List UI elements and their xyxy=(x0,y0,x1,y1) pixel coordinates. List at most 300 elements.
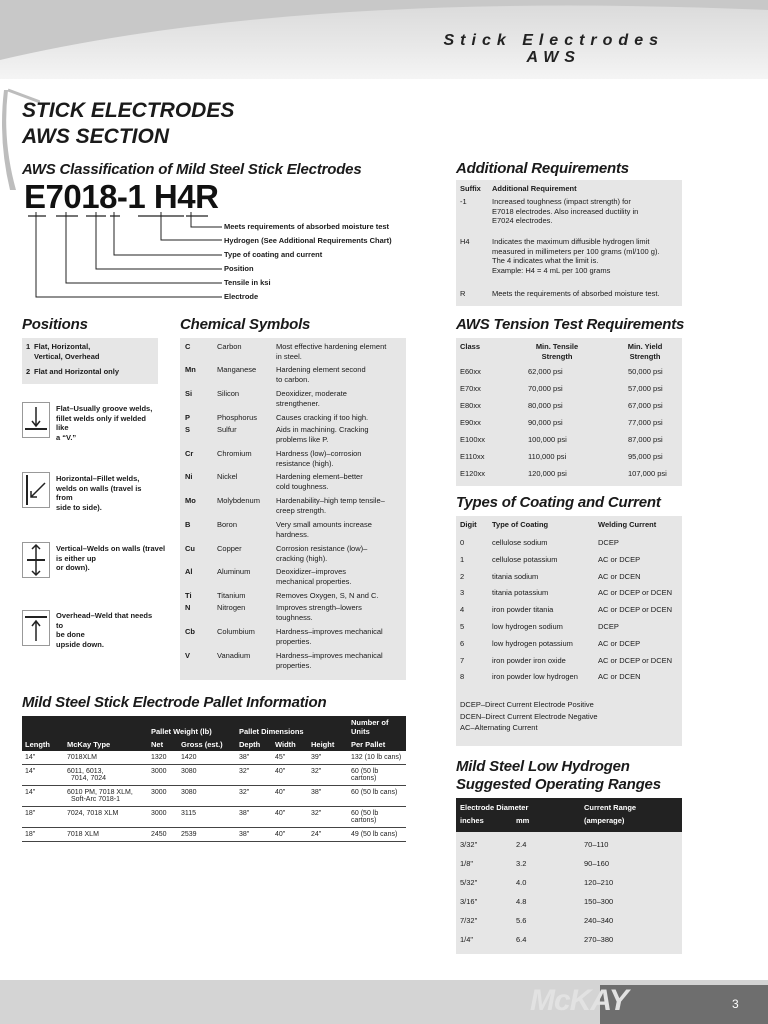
additional-suffix: R xyxy=(460,289,466,298)
chemical-description-line1: Improves strength–lowers xyxy=(276,603,362,612)
tension-class: E70xx xyxy=(460,384,481,393)
coating-note: AC–Alternating Current xyxy=(460,723,538,732)
pallet-rows xyxy=(22,751,406,842)
pallet-length: 18" xyxy=(22,828,64,842)
chemical-description-line2: in steel. xyxy=(276,351,302,361)
pallet-length: 14" xyxy=(22,765,64,786)
coating-digit: 0 xyxy=(460,538,465,547)
positions-heading: Positions xyxy=(22,316,88,333)
section-title-line1: STICK ELECTRODES xyxy=(22,99,235,122)
pallet-row xyxy=(22,828,406,842)
coating-type: low hydrogen potassium xyxy=(492,638,573,648)
tension-tensile: 80,000 psi xyxy=(528,401,563,410)
additional-requirement xyxy=(492,237,680,275)
additional-suffix: -1 xyxy=(460,197,467,206)
lowhyd-hdr-range: Current Range xyxy=(584,803,637,812)
lowhyd-range: 70–110 xyxy=(584,840,609,849)
tension-col-tensile-line2: Strength xyxy=(541,351,573,361)
coating-digit: 7 xyxy=(460,655,465,665)
chemical-name: Columbium xyxy=(217,627,255,636)
coating-type: iron powder titania xyxy=(492,605,554,615)
lowhyd-mm: 2.4 xyxy=(516,840,527,849)
pallet-height: 32" xyxy=(308,807,348,828)
pallet-units: 60 (50 lb cartons) xyxy=(348,765,406,786)
section-title-line2: AWS SECTION xyxy=(22,125,170,148)
pallet-type-line1: 7018 XLM xyxy=(67,831,99,838)
lowhyd-heading xyxy=(456,758,661,794)
pallet-type-line1: 7024, 7018 XLM xyxy=(67,810,119,817)
pallet-hdr-gross: Gross (est.) xyxy=(178,738,236,751)
chemical-description xyxy=(276,413,404,423)
pallet-gross: 3080 xyxy=(178,786,236,807)
coating-type: iron powder low hydrogen xyxy=(492,672,578,682)
tension-tensile: 70,000 psi xyxy=(528,384,563,393)
pallet-row xyxy=(22,807,406,828)
tension-tensile: 90,000 psi xyxy=(528,418,563,427)
coating-digit: 3 xyxy=(460,588,465,598)
coating-digit: 6 xyxy=(460,638,465,648)
tension-yield: 77,000 psi xyxy=(628,418,663,427)
pallet-type xyxy=(64,828,148,842)
pallet-length: 18" xyxy=(22,807,64,828)
coating-col-type: Type of Coating xyxy=(492,520,549,529)
pallet-type xyxy=(64,807,148,828)
chemical-description xyxy=(276,603,404,622)
annotation-moisture: Meets requirements of absorbed moisture test xyxy=(224,222,390,231)
coating-current: AC or DCEN xyxy=(598,571,641,581)
chemical-description-line2: creep strength. xyxy=(276,505,327,515)
chemical-name: Nitrogen xyxy=(217,603,246,612)
chemical-symbol: Cr xyxy=(185,449,194,458)
chemical-description-line1: Deoxidizer–improves xyxy=(276,567,347,576)
chemical-symbol: S xyxy=(185,425,191,434)
pallet-net: 2450 xyxy=(148,828,178,842)
chemical-description-line1: Hardness–improves mechanical xyxy=(276,651,383,660)
page-number: 3 xyxy=(732,997,739,1011)
flat-weld-icon xyxy=(22,402,50,438)
chemical-description-line2: hardness. xyxy=(276,529,309,539)
coating-panel xyxy=(456,516,682,746)
position-desc-line: a “V.” xyxy=(56,432,77,442)
lowhyd-mm: 4.8 xyxy=(516,897,527,906)
pallet-row xyxy=(22,786,406,807)
coating-current: AC or DCEP or DCEN xyxy=(598,605,673,615)
position-text: Flat and Horizontal only xyxy=(34,367,120,376)
pallet-hdr-length: Length xyxy=(22,738,64,751)
chemical-description-line2: strengthener. xyxy=(276,398,320,408)
chemical-name: Nickel xyxy=(217,472,238,481)
chemical-description xyxy=(276,472,404,491)
chemical-description-line1: Hardness (low)–corrosion xyxy=(276,449,362,458)
pallet-hdr-units: Number of Units xyxy=(348,716,406,738)
chemical-symbol: Ni xyxy=(185,472,193,481)
position-desc-line: Flat–Usually groove welds, xyxy=(56,404,153,413)
pallet-type-line2: 7014, 7024 xyxy=(71,775,107,782)
position-desc-line: Overhead–Weld that needs to xyxy=(56,611,153,630)
additional-requirement: Meets the requirements of absorbed moisture test. xyxy=(492,289,660,298)
chemical-name: Silicon xyxy=(217,389,240,398)
pallet-net: 3000 xyxy=(148,807,178,828)
pallet-width: 40" xyxy=(272,807,308,828)
coating-digit: 5 xyxy=(460,622,465,631)
lowhyd-header xyxy=(456,798,682,832)
additional-suffix: H4 xyxy=(460,237,470,246)
lowhyd-hdr-inches: inches xyxy=(460,816,484,825)
vertical-weld-icon xyxy=(22,542,50,578)
tension-yield: 107,000 psi xyxy=(628,469,667,478)
pallet-depth: 38" xyxy=(236,828,272,842)
coating-type: iron powder iron oxide xyxy=(492,655,566,665)
annotation-tensile: Tensile in ksi xyxy=(224,278,271,287)
position-num: 1 xyxy=(26,342,31,351)
additional-line: The 4 indicates what the limit is. xyxy=(492,256,599,265)
tension-yield: 57,000 psi xyxy=(628,384,663,393)
position-overhead-desc xyxy=(56,611,160,649)
chemical-description-line2: to carbon. xyxy=(276,374,310,384)
position-num: 2 xyxy=(26,367,31,376)
pallet-height: 32" xyxy=(308,765,348,786)
pallet-table xyxy=(22,716,406,842)
pallet-hdr-weight: Pallet Weight (lb) xyxy=(148,716,236,738)
pallet-height: 24" xyxy=(308,828,348,842)
coating-type: low hydrogen sodium xyxy=(492,622,563,631)
chemical-description-line1: Deoxidizer, moderate xyxy=(276,389,347,398)
chemical-description-line1: Corrosion resistance (low)– xyxy=(276,544,368,553)
chemical-description-line1: Very small amounts increase xyxy=(276,520,372,529)
lowhyd-heading-line1: Mild Steel Low Hydrogen xyxy=(456,758,630,775)
lowhyd-mm: 4.0 xyxy=(516,878,527,887)
pallet-hdr-type: McKay Type xyxy=(64,738,148,751)
pallet-width: 40" xyxy=(272,828,308,842)
pallet-heading: Mild Steel Stick Electrode Pallet Information xyxy=(22,694,327,711)
pallet-net: 3000 xyxy=(148,765,178,786)
tension-yield: 87,000 psi xyxy=(628,435,663,444)
coating-current: AC or DCEN xyxy=(598,672,641,682)
pallet-depth: 38" xyxy=(236,751,272,765)
chemical-description xyxy=(276,389,404,408)
coating-note: DCEP–Direct Current Electrode Positive xyxy=(460,700,594,709)
pallet-width: 40" xyxy=(272,765,308,786)
chemical-name: Vanadium xyxy=(217,651,251,660)
lowhyd-panel xyxy=(456,832,682,954)
tension-class: E120xx xyxy=(460,469,486,478)
coating-current: DCEP xyxy=(598,622,619,631)
chemical-symbol: N xyxy=(185,603,191,612)
additional-panel xyxy=(456,180,682,306)
position-text-line1: Flat, Horizontal, xyxy=(34,342,91,351)
additional-heading: Additional Requirements xyxy=(456,160,629,177)
additional-col-req: Additional Requirement xyxy=(492,184,577,193)
tension-col-yield xyxy=(620,342,670,361)
tension-tensile: 110,000 psi xyxy=(528,452,567,461)
coating-type: titania potassium xyxy=(492,588,549,598)
annotation-coating: Type of coating and current xyxy=(224,250,323,259)
pallet-hdr-blank xyxy=(64,716,148,738)
pallet-type xyxy=(64,765,148,786)
pallet-depth: 32" xyxy=(236,786,272,807)
coating-col-current: Welding Current xyxy=(598,520,657,529)
chemical-symbol: Mn xyxy=(185,365,196,374)
coating-current: AC or DCEP or DCEN xyxy=(598,588,673,598)
annotation-hydrogen: Hydrogen (See Additional Requirements Chart) xyxy=(224,236,392,245)
pallet-depth: 38" xyxy=(236,807,272,828)
position-flat-desc xyxy=(56,404,160,442)
chemical-description xyxy=(276,425,404,444)
tension-col-tensile xyxy=(528,342,586,361)
pallet-type-line2: Soft-Arc 7018-1 xyxy=(71,796,121,803)
position-desc-line: side to side). xyxy=(56,502,102,512)
chemical-description-line2: properties. xyxy=(276,660,312,670)
chemical-name: Molybdenum xyxy=(217,496,260,505)
coating-current: AC or DCEP xyxy=(598,554,641,564)
pallet-hdr-blank xyxy=(22,716,64,738)
coating-current: AC or DCEP or DCEN xyxy=(598,655,673,665)
coating-col-digit: Digit xyxy=(460,520,477,529)
chemical-description-line1: Removes Oxygen, S, N and C. xyxy=(276,591,379,600)
tension-yield: 67,000 psi xyxy=(628,401,663,410)
chemical-symbol: Al xyxy=(185,567,193,576)
lowhyd-mm: 3.2 xyxy=(516,859,527,868)
lowhyd-inches: 7/32" xyxy=(460,916,478,925)
lowhyd-hdr-amp: (amperage) xyxy=(584,816,625,825)
pallet-table-wrap xyxy=(22,716,406,842)
chemical-description xyxy=(276,496,404,515)
positions-panel xyxy=(22,338,158,384)
additional-line: Indicates the maximum diffusible hydrogen limit xyxy=(492,237,650,246)
tension-class: E60xx xyxy=(460,367,481,376)
chemical-name: Sulfur xyxy=(217,425,237,434)
chemical-description xyxy=(276,651,404,670)
lowhyd-mm: 6.4 xyxy=(516,935,527,944)
lowhyd-inches: 1/4" xyxy=(460,935,474,944)
chemical-description-line2: problems like P. xyxy=(276,434,329,444)
lowhyd-inches: 5/32" xyxy=(460,878,478,887)
footer-logo: McKAY xyxy=(530,984,628,1017)
additional-line: Increased toughness (impact strength) for xyxy=(492,197,631,206)
additional-col-suffix: Suffix xyxy=(460,184,481,193)
chemical-name: Titanium xyxy=(217,591,246,600)
pallet-type-line1: 6011, 6013, xyxy=(67,768,104,775)
position-desc-line: welds on walls (travel is from xyxy=(56,483,142,502)
additional-line: E7024 electrodes. xyxy=(492,216,553,225)
chemical-symbol: Si xyxy=(185,389,193,398)
additional-line: measured in millimeters per 100 grams (ml/100 g). xyxy=(492,246,660,256)
horizontal-weld-icon xyxy=(22,472,50,508)
chemical-panel xyxy=(180,338,406,680)
chemical-symbol: P xyxy=(185,413,191,422)
classification-leader-lines xyxy=(26,212,226,304)
chemical-description xyxy=(276,449,404,468)
tension-class: E80xx xyxy=(460,401,481,410)
pallet-net: 3000 xyxy=(148,786,178,807)
pallet-width: 40" xyxy=(272,786,308,807)
chemical-description-line1: Causes cracking if too high. xyxy=(276,413,369,422)
lowhyd-range: 120–210 xyxy=(584,878,614,887)
chemical-symbol: V xyxy=(185,651,191,660)
additional-requirement xyxy=(492,197,680,226)
pallet-row xyxy=(22,765,406,786)
coating-type: titania sodium xyxy=(492,571,539,581)
coating-type: cellulose potassium xyxy=(492,554,558,564)
lowhyd-range: 90–160 xyxy=(584,859,610,868)
lowhyd-heading-line2: Suggested Operating Ranges xyxy=(456,776,661,793)
chemical-name: Copper xyxy=(217,544,242,553)
tension-class: E100xx xyxy=(460,435,486,444)
pallet-width: 45" xyxy=(272,751,308,765)
chemical-description xyxy=(276,544,404,563)
coating-notes xyxy=(460,700,598,733)
position-text xyxy=(34,342,99,361)
chemical-description-line2: toughness. xyxy=(276,612,313,622)
section-title xyxy=(22,98,234,150)
position-desc-line: be done xyxy=(56,630,85,639)
coating-digit: 4 xyxy=(460,605,465,615)
chemical-description-line2: cold toughness. xyxy=(276,481,329,491)
additional-line: E7018 electrodes. Also increased ductility in xyxy=(492,206,639,216)
pallet-hdr-width: Width xyxy=(272,738,308,751)
pallet-gross: 3115 xyxy=(178,807,236,828)
classification-heading: AWS Classification of Mild Steel Stick Electrodes xyxy=(22,161,362,178)
position-vertical-desc xyxy=(56,544,166,573)
pallet-gross: 1420 xyxy=(178,751,236,765)
pallet-units: 60 (50 lb cartons) xyxy=(348,807,406,828)
chemical-description-line1: Hardening element–better xyxy=(276,472,363,481)
chemical-name: Manganese xyxy=(217,365,257,374)
coating-current: AC or DCEP xyxy=(598,638,641,648)
chemical-name: Aluminum xyxy=(217,567,251,576)
coating-type: cellulose sodium xyxy=(492,538,548,547)
lowhyd-inches: 1/8" xyxy=(460,859,474,868)
position-desc-line: upside down. xyxy=(56,639,104,649)
pallet-hdr-height: Height xyxy=(308,738,348,751)
pallet-depth: 32" xyxy=(236,765,272,786)
tension-yield: 95,000 psi xyxy=(628,452,663,461)
pallet-units: 60 (50 lb cans) xyxy=(348,786,406,807)
chemical-description xyxy=(276,342,404,361)
chemical-description-line2: resistance (high). xyxy=(276,458,334,468)
chemical-description xyxy=(276,591,404,601)
position-desc-line: Vertical–Welds on walls (travel xyxy=(56,544,166,553)
position-desc-line: is either up xyxy=(56,553,97,563)
position-horizontal-desc xyxy=(56,474,160,512)
pallet-row xyxy=(22,751,406,765)
tension-col-tensile-line1: Min. Tensile xyxy=(535,342,579,351)
pallet-units: 132 (10 lb cans) xyxy=(348,751,406,765)
position-text-line2: Vertical, Overhead xyxy=(34,351,100,361)
pallet-hdr-depth: Depth xyxy=(236,738,272,751)
pallet-units: 49 (50 lb cans) xyxy=(348,828,406,842)
page-header-title xyxy=(444,32,665,66)
tension-class: E110xx xyxy=(460,452,485,461)
tension-col-yield-line2: Strength xyxy=(629,351,661,361)
chemical-description xyxy=(276,520,404,539)
pallet-hdr-dims: Pallet Dimensions xyxy=(236,716,348,738)
lowhyd-hdr-mm: mm xyxy=(516,816,530,825)
chemical-symbol: B xyxy=(185,520,191,529)
lowhyd-inches: 3/32" xyxy=(460,840,478,849)
chemical-name: Phosphorus xyxy=(217,413,258,422)
pallet-type-line1: 7018XLM xyxy=(67,754,97,761)
chemical-heading: Chemical Symbols xyxy=(180,316,311,333)
page-header-line2: AWS xyxy=(526,49,581,66)
pallet-length: 14" xyxy=(22,751,64,765)
pallet-net: 1320 xyxy=(148,751,178,765)
annotation-electrode: Electrode xyxy=(224,292,259,301)
position-desc-line: fillet welds only if welded like xyxy=(56,413,147,432)
coating-digit: 8 xyxy=(460,672,465,682)
coating-current: DCEP xyxy=(598,538,619,547)
pallet-gross: 3080 xyxy=(178,765,236,786)
overhead-weld-icon xyxy=(22,610,50,646)
chemical-symbol: Cu xyxy=(185,544,195,553)
chemical-symbol: C xyxy=(185,342,191,351)
chemical-description xyxy=(276,627,404,646)
lowhyd-range: 240–340 xyxy=(584,916,614,925)
annotation-position: Position xyxy=(224,264,254,273)
pallet-type xyxy=(64,786,148,807)
lowhyd-mm: 5.6 xyxy=(516,916,527,925)
additional-line: Example: H4 = 4 mL per 100 grams xyxy=(492,265,611,275)
chemical-symbol: Mo xyxy=(185,496,196,505)
lowhyd-hdr-diam: Electrode Diameter xyxy=(460,803,529,812)
page-header-line1: Stick Electrodes xyxy=(443,32,664,49)
coating-heading: Types of Coating and Current xyxy=(456,494,661,511)
lowhyd-inches: 3/16" xyxy=(460,897,478,906)
pallet-hdr-net: Net xyxy=(148,738,178,751)
coating-note: DCEN–Direct Current Electrode Negative xyxy=(460,711,598,721)
pallet-type-line1: 6010 PM, 7018 XLM, xyxy=(67,789,133,796)
pallet-height: 39" xyxy=(308,751,348,765)
chemical-description-line1: Hardening element second xyxy=(276,365,366,374)
position-desc-line: or down). xyxy=(56,563,90,572)
chemical-symbol: Ti xyxy=(185,591,192,600)
chemical-name: Boron xyxy=(217,520,238,529)
tension-yield: 50,000 psi xyxy=(628,367,663,376)
tension-heading: AWS Tension Test Requirements xyxy=(456,316,685,333)
coating-digit: 1 xyxy=(460,554,465,564)
tension-col-class: Class xyxy=(460,342,481,351)
tension-panel xyxy=(456,338,682,486)
chemical-description-line2: mechanical properties. xyxy=(276,576,352,586)
pallet-length: 14" xyxy=(22,786,64,807)
chemical-symbol: Cb xyxy=(185,627,195,636)
lowhyd-range: 270–380 xyxy=(584,935,614,944)
classification-code: E7018-1 H4R xyxy=(24,178,219,215)
position-desc-line: Horizontal–Fillet welds, xyxy=(56,474,140,483)
pallet-hdr-perpallet: Per Pallet xyxy=(348,738,406,751)
chemical-name: Chromium xyxy=(217,449,252,458)
tension-class: E90xx xyxy=(460,418,481,427)
lowhyd-range: 150–300 xyxy=(584,897,614,906)
pallet-height: 38" xyxy=(308,786,348,807)
pallet-gross: 2539 xyxy=(178,828,236,842)
chemical-name: Carbon xyxy=(217,342,242,351)
chemical-description xyxy=(276,365,404,384)
chemical-description-line1: Hardenability–high temp tensile– xyxy=(276,496,385,505)
chemical-description-line2: properties. xyxy=(276,636,312,646)
pallet-type xyxy=(64,751,148,765)
chemical-description xyxy=(276,567,404,586)
coating-digit: 2 xyxy=(460,571,465,581)
tension-tensile: 120,000 psi xyxy=(528,469,567,478)
chemical-description-line1: Aids in machining. Cracking xyxy=(276,425,369,434)
chemical-description-line1: Hardness–improves mechanical xyxy=(276,627,383,636)
chemical-description-line1: Most effective hardening element xyxy=(276,342,387,351)
tension-col-yield-line1: Min. Yield xyxy=(627,342,663,351)
tension-tensile: 62,000 psi xyxy=(528,367,563,376)
tension-tensile: 100,000 psi xyxy=(528,435,567,444)
chemical-description-line2: cracking (high). xyxy=(276,553,328,563)
